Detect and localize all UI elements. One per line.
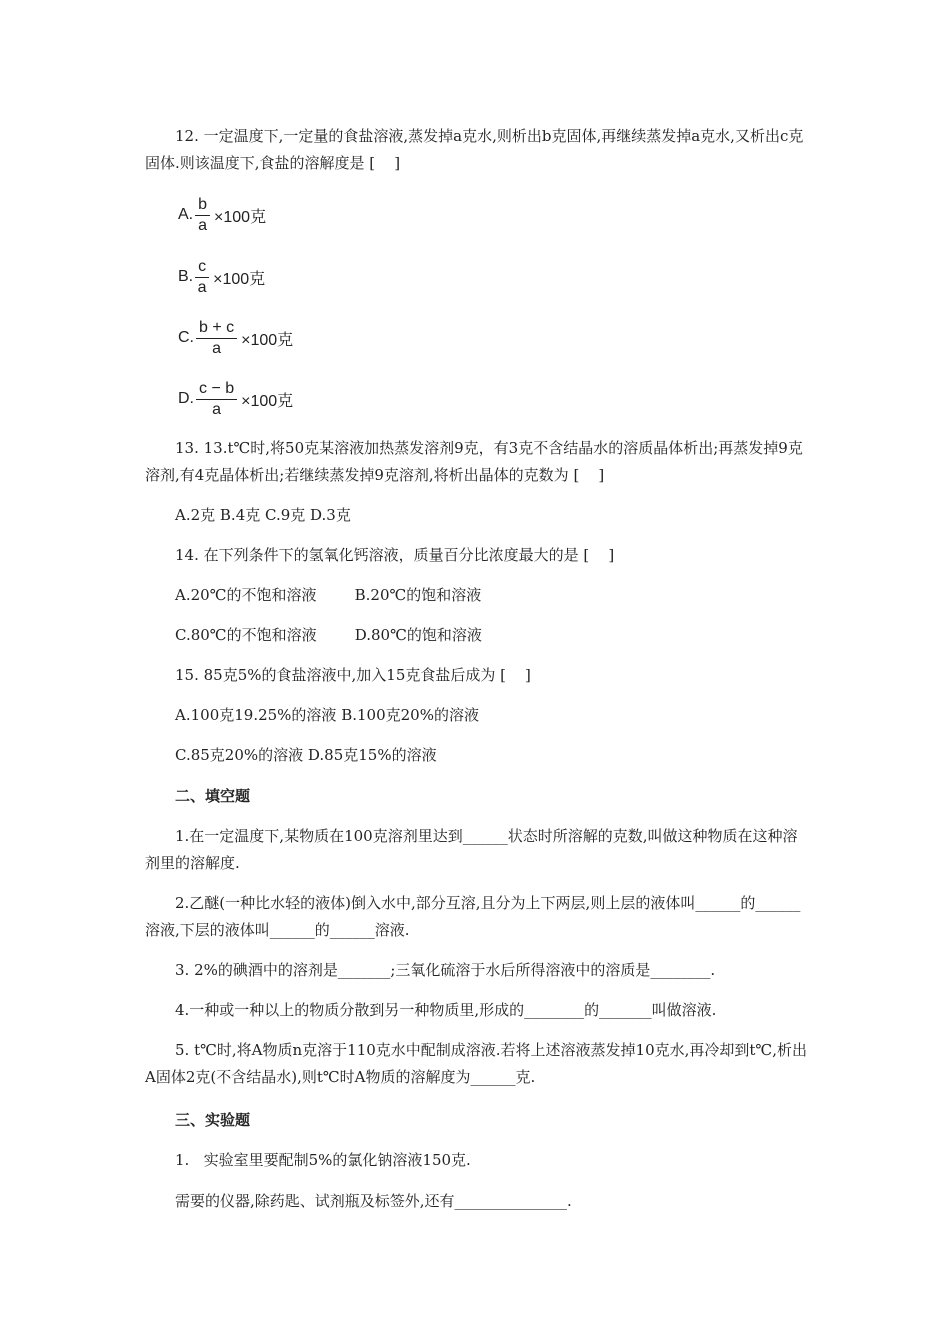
- option-label: B.: [178, 268, 194, 285]
- q13-options: A.2克 B.4克 C.9克 D.3克: [175, 506, 351, 524]
- q13-text: 13. 13.t℃时,将50克某溶液加热蒸发溶剂9克，有3克不含结晶水的溶质晶体析出;再蒸发掉9克溶剂,有4克晶体析出;若继续蒸发掉9克溶剂,将析出晶体的克数为 [ ]: [145, 439, 803, 484]
- q12-option-a: [178, 190, 266, 240]
- fraction: [195, 196, 210, 235]
- fraction-denominator: a: [212, 339, 222, 357]
- fraction-numerator: b: [195, 196, 210, 216]
- q12-option-b: [178, 252, 265, 302]
- fraction: [196, 319, 237, 358]
- option-tail: ×100克: [241, 392, 294, 410]
- fraction: [196, 380, 237, 419]
- fraction-denominator: a: [197, 278, 207, 296]
- q14-text: 14. 在下列条件下的氢氧化钙溶液，质量百分比浓度最大的是 [ ]: [175, 546, 615, 564]
- fraction-numerator: c: [195, 258, 209, 278]
- fill-question-2: 2.乙醚(一种比水轻的液体)倒入水中,部分互溶,且分为上下两层,则上层的液体叫______的______溶液,下层的液体叫______的______溶液.: [145, 894, 801, 939]
- q15-options-row2: C.85克20%的溶液 D.85克15%的溶液: [175, 746, 437, 764]
- option-tail: ×100克: [241, 331, 294, 349]
- fraction-numerator: b + c: [196, 319, 237, 339]
- fill-question-3: 3. 2%的碘酒中的溶剂是_______;三氧化硫溶于水后所得溶液中的溶质是________.: [175, 961, 716, 979]
- option-label: A.: [178, 206, 194, 223]
- option-tail: ×100克: [214, 208, 267, 226]
- q15-text: 15. 85克5%的食盐溶液中,加入15克食盐后成为 [ ]: [175, 666, 531, 684]
- experiment-question-1-instruments: 需要的仪器,除药匙、试剂瓶及标签外,还有_______________.: [175, 1192, 572, 1210]
- q12-option-c: [178, 313, 293, 363]
- fill-question-1: 1.在一定温度下,某物质在100克溶剂里达到______状态时所溶解的克数,叫做这种物质在这种溶剂里的溶解度.: [145, 827, 798, 872]
- section2-title: 二、填空题: [175, 787, 251, 805]
- q15-options-row1: A.100克19.25%的溶液 B.100克20%的溶液: [175, 706, 479, 724]
- fraction-denominator: a: [198, 216, 208, 234]
- option-label: C.: [178, 329, 194, 346]
- fraction: [195, 258, 209, 297]
- section3-title: 三、实验题: [175, 1111, 251, 1129]
- experiment-question-1: 1. 实验室里要配制5%的氯化钠溶液150克.: [175, 1151, 471, 1169]
- option-tail: ×100克: [213, 270, 266, 288]
- q14-options-row1: A.20℃的不饱和溶液 B.20℃的饱和溶液: [175, 586, 482, 604]
- fraction-denominator: a: [212, 400, 222, 418]
- q12-option-d: [178, 374, 293, 424]
- fill-question-4: 4.一种或一种以上的物质分散到另一种物质里,形成的________的_______叫做溶液.: [175, 1001, 717, 1019]
- fraction-numerator: c − b: [196, 380, 237, 400]
- fill-question-5: 5. t℃时,将A物质n克溶于110克水中配制成溶液.若将上述溶液蒸发掉10克水,再冷却到t℃,析出A固体2克(不含结晶水),则t℃时A物质的溶解度为______克.: [145, 1041, 807, 1086]
- q12-text: 12. 一定温度下,一定量的食盐溶液,蒸发掉a克水,则析出b克固体,再继续蒸发掉a克水,又析出c克固体.则该温度下,食盐的溶解度是 [ ]: [145, 127, 804, 172]
- q14-options-row2: C.80℃的不饱和溶液 D.80℃的饱和溶液: [175, 626, 482, 644]
- option-label: D.: [178, 390, 194, 407]
